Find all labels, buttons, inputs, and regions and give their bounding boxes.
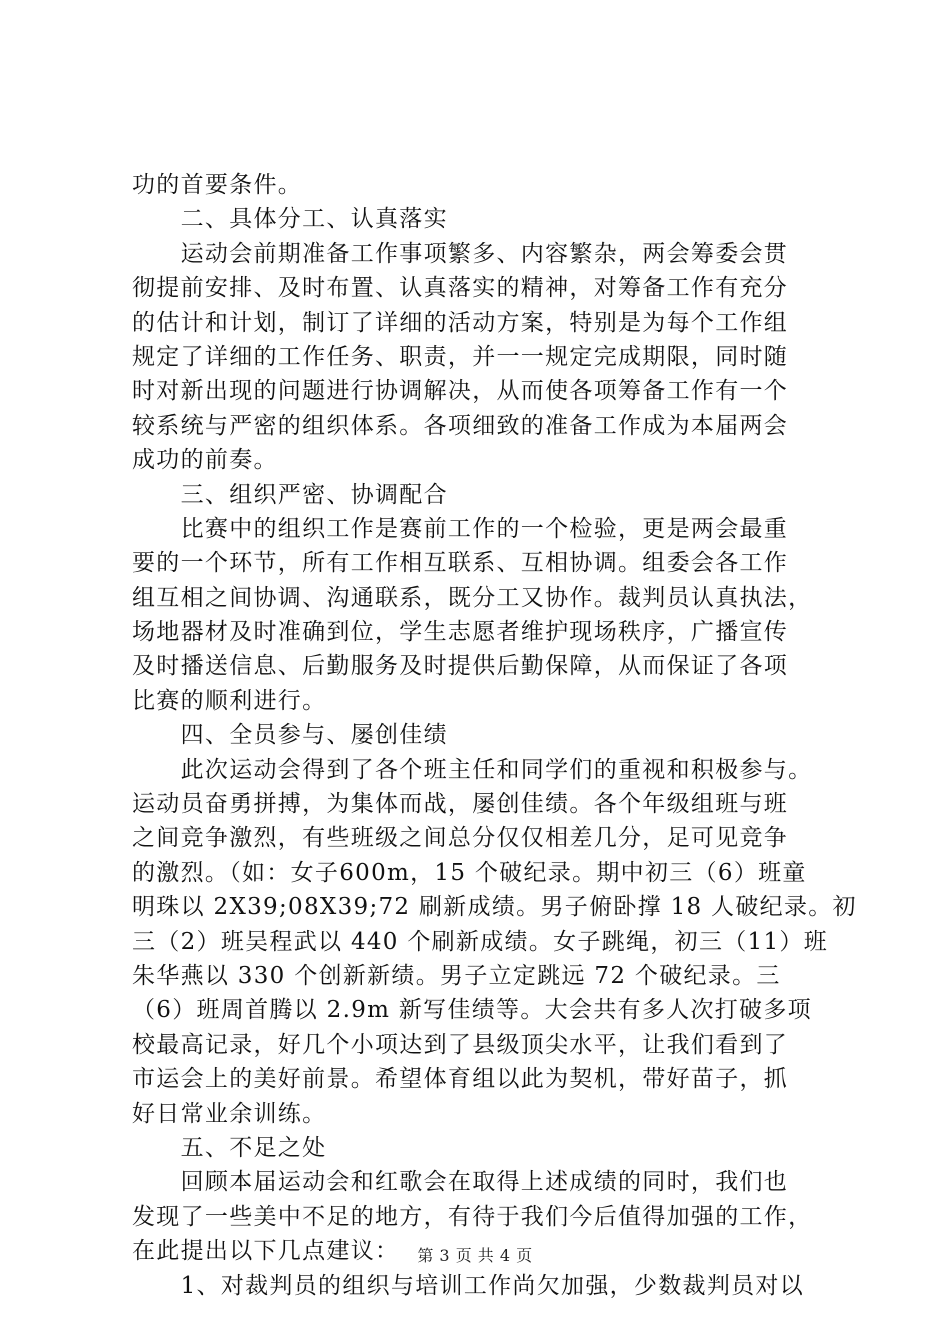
text-line: 在此提出以下几点建议： xyxy=(132,1238,400,1265)
document-body xyxy=(132,168,857,1303)
text-line: 之间竞争激烈，有些班级之间总分仅仅相差几分，足可见竞争 xyxy=(132,825,789,852)
text-line: 比赛中的组织工作是赛前工作的一个检验，更是两会最重 xyxy=(132,515,789,542)
section-heading: 三、组织严密、协调配合 xyxy=(132,481,448,508)
text-line: 好日常业余训练。 xyxy=(132,1100,327,1127)
text-line: 发现了一些美中不足的地方，有待于我们今后值得加强的工作， xyxy=(132,1203,813,1230)
text-line: 校最高记录，好几个小项达到了县级顶尖水平，让我们看到了 xyxy=(132,1031,789,1058)
text-line: 朱华燕以 330 个创新新绩。男子立定跳远 72 个破纪录。三 xyxy=(132,962,781,989)
text-line: 的激烈。（如：女子600m，15 个破纪录。期中初三（6）班童 xyxy=(132,859,807,886)
text-line: 比赛的顺利进行。 xyxy=(132,687,327,714)
text-line: 功的首要条件。 xyxy=(132,172,303,198)
text-line: 彻提前安排、及时布置、认真落实的精神，对筹备工作有充分 xyxy=(132,275,789,302)
text-line: 时对新出现的问题进行协调解决，从而使各项筹备工作有一个 xyxy=(132,378,789,405)
page-number-footer: 第 3 页 共 4 页 xyxy=(417,1246,533,1265)
section-heading: 二、具体分工、认真落实 xyxy=(132,206,448,233)
text-line: 及时播送信息、后勤服务及时提供后勤保障，从而保证了各项 xyxy=(132,653,789,680)
text-line: 此次运动会得到了各个班主任和同学们的重视和积极参与。 xyxy=(132,756,813,783)
text-line: 的估计和计划，制订了详细的活动方案，特别是为每个工作组 xyxy=(132,309,789,336)
text-line: 较系统与严密的组织体系。各项细致的准备工作成为本届两会 xyxy=(132,412,789,439)
text-line: 成功的前奏。 xyxy=(132,447,278,474)
text-line: 明珠以 2X39;08X39;72 刷新成绩。男子俯卧撑 18 人破纪录。初 xyxy=(132,894,857,921)
text-line: 运动会前期准备工作事项繁多、内容繁杂，两会筹委会贯 xyxy=(132,240,789,267)
text-line: 市运会上的美好前景。希望体育组以此为契机，带好苗子，抓 xyxy=(132,1066,789,1093)
text-line: 三（2）班吴程武以 440 个刷新成绩。女子跳绳，初三（11）班 xyxy=(132,928,829,955)
text-line: 场地器材及时准确到位，学生志愿者维护现场秩序，广播宣传 xyxy=(132,619,789,646)
text-line: 规定了详细的工作任务、职责，并一一规定完成期限，同时随 xyxy=(132,343,789,370)
section-heading: 四、全员参与、屡创佳绩 xyxy=(132,722,448,749)
text-line: 组互相之间协调、沟通联系，既分工又协作。裁判员认真执法， xyxy=(132,584,813,611)
text-line: 回顾本届运动会和红歌会在取得上述成绩的同时，我们也 xyxy=(132,1169,789,1196)
text-line: 要的一个环节，所有工作相互联系、互相协调。组委会各工作 xyxy=(132,550,789,577)
text-line: 1、对裁判员的组织与培训工作尚欠加强，少数裁判员对以 xyxy=(132,1272,805,1299)
text-line: 运动员奋勇拼搏，为集体而战，屡创佳绩。各个年级组班与班 xyxy=(132,791,789,818)
section-heading: 五、不足之处 xyxy=(132,1134,327,1161)
text-line: （6）班周首腾以 2.9m 新写佳绩等。大会共有多人次打破多项 xyxy=(132,997,812,1024)
